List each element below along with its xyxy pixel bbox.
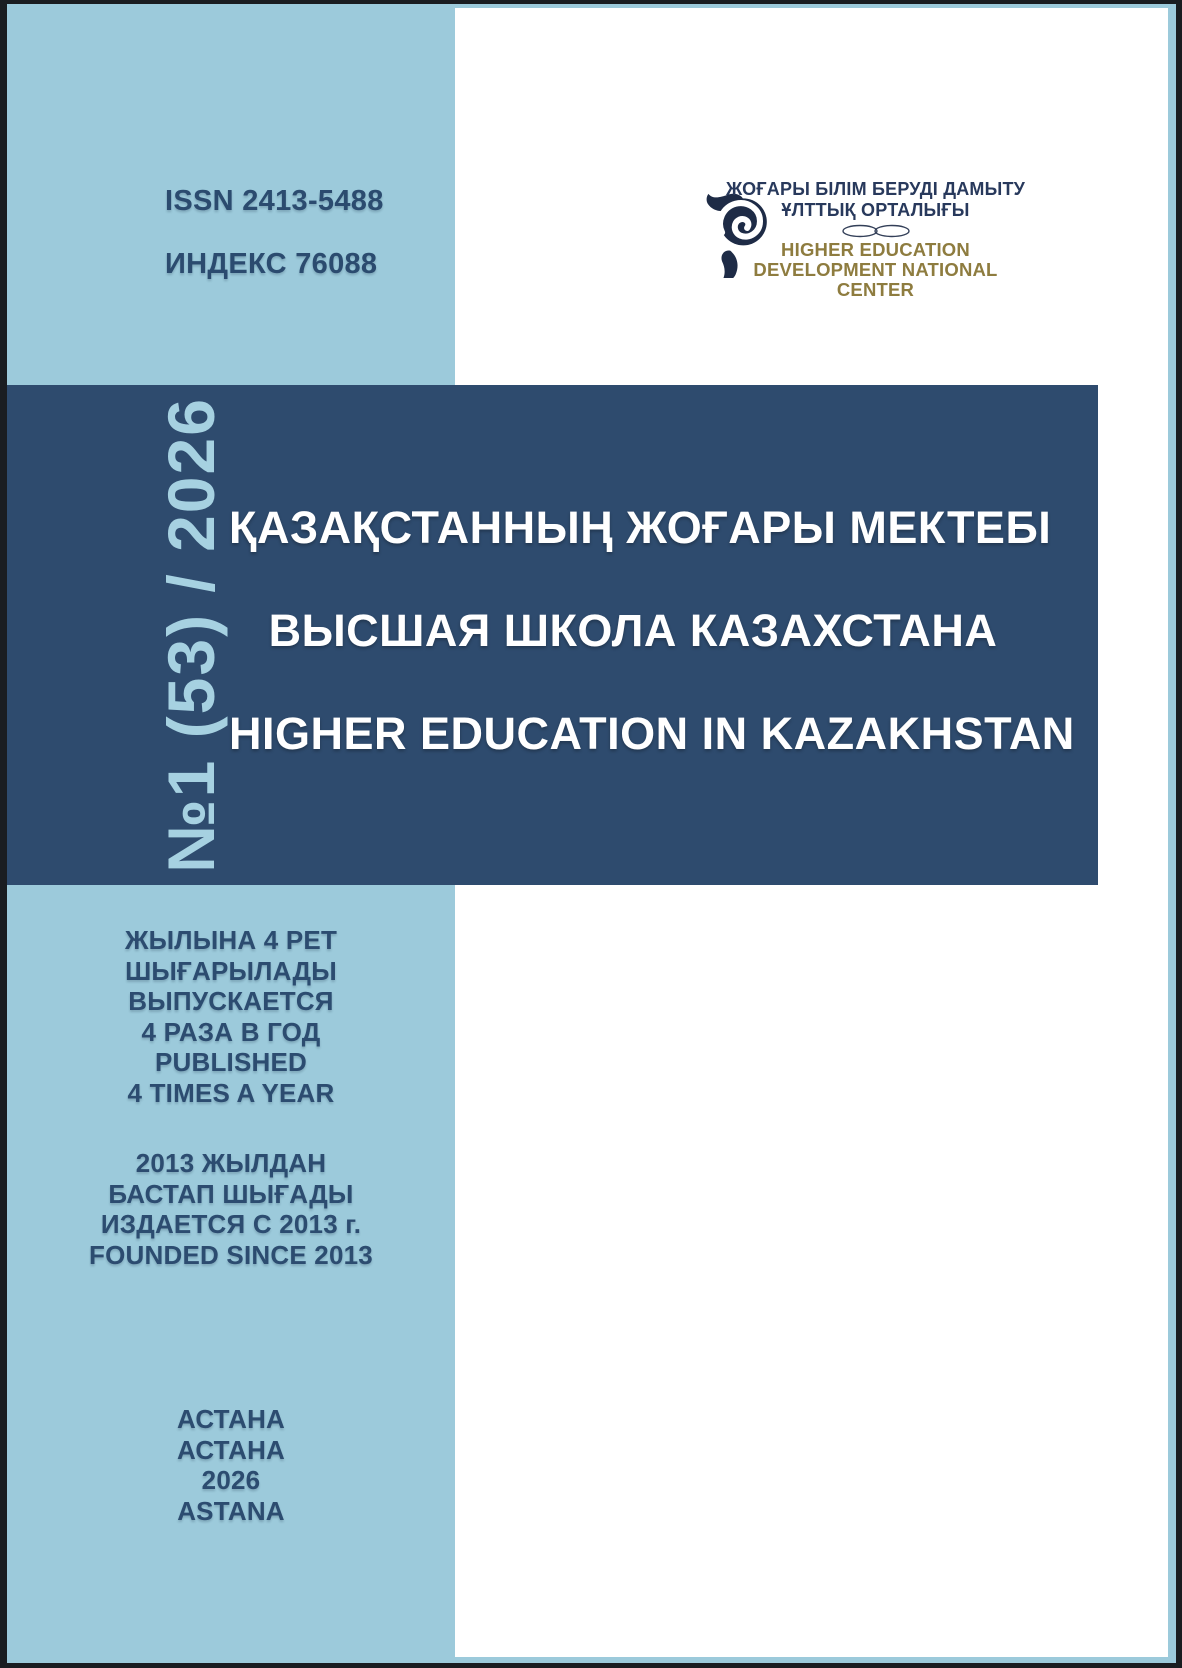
publication-frequency-block xyxy=(7,925,455,1108)
journal-titles xyxy=(229,380,1075,880)
frequency-line: ВЫПУСКАЕТСЯ xyxy=(128,986,334,1016)
journal-title-en: HIGHER EDUCATION IN KAZAKHSTAN xyxy=(229,707,1075,759)
founded-line: FOUNDED SINCE 2013 xyxy=(89,1239,373,1270)
frequency-line: PUBLISHED xyxy=(154,1047,308,1077)
title-banner xyxy=(7,385,1098,885)
publisher-name-kk-line2: ҰЛТТЫҚ ОРТАЛЫҒЫ xyxy=(781,200,970,220)
publisher-name-kk-line1: ЖОҒАРЫ БІЛІМ БЕРУДІ ДАМЫТУ xyxy=(725,179,1026,199)
journal-cover-page xyxy=(7,4,1176,1663)
city-line: АСТАНА xyxy=(176,1404,286,1434)
publisher-logo-text xyxy=(723,179,1028,300)
journal-title-ru: ВЫСШАЯ ШКОЛА КАЗАХСТАНА xyxy=(268,604,998,656)
publisher-name-en-line2: DEVELOPMENT NATIONAL CENTER xyxy=(753,259,998,300)
journal-title-kk: ҚАЗАҚСТАННЫҢ ЖОҒАРЫ МЕКТЕБІ xyxy=(229,501,1052,553)
frequency-line: ШЫҒАРЫЛАДЫ xyxy=(125,955,337,986)
index-text: ИНДЕКС 76088 xyxy=(165,248,378,280)
founded-line: ИЗДАЕТСЯ С 2013 г. xyxy=(100,1209,362,1239)
year-line: 2026 xyxy=(201,1465,261,1495)
city-line: ASTANA xyxy=(177,1495,285,1526)
infinity-divider-icon xyxy=(834,224,918,238)
founded-line: БАСТАП ШЫҒАДЫ xyxy=(108,1178,354,1209)
founded-block xyxy=(7,1148,455,1270)
founded-line: 2013 ЖЫЛДАН xyxy=(135,1148,327,1178)
issn-index-block xyxy=(165,184,384,281)
frequency-line: 4 РАЗА В ГОД xyxy=(141,1016,321,1047)
frequency-line: ЖЫЛЫНА 4 РЕТ xyxy=(124,925,338,955)
city-line: АСТАНА xyxy=(176,1434,286,1465)
frequency-line: 4 TIMES A YEAR xyxy=(127,1077,335,1108)
issn-text: ISSN 2413-5488 xyxy=(165,185,384,217)
issue-number-text: №1 (53) / 2026 xyxy=(154,397,229,873)
publisher-name-en-line1: HIGHER EDUCATION xyxy=(781,239,970,260)
city-year-block xyxy=(7,1404,455,1526)
